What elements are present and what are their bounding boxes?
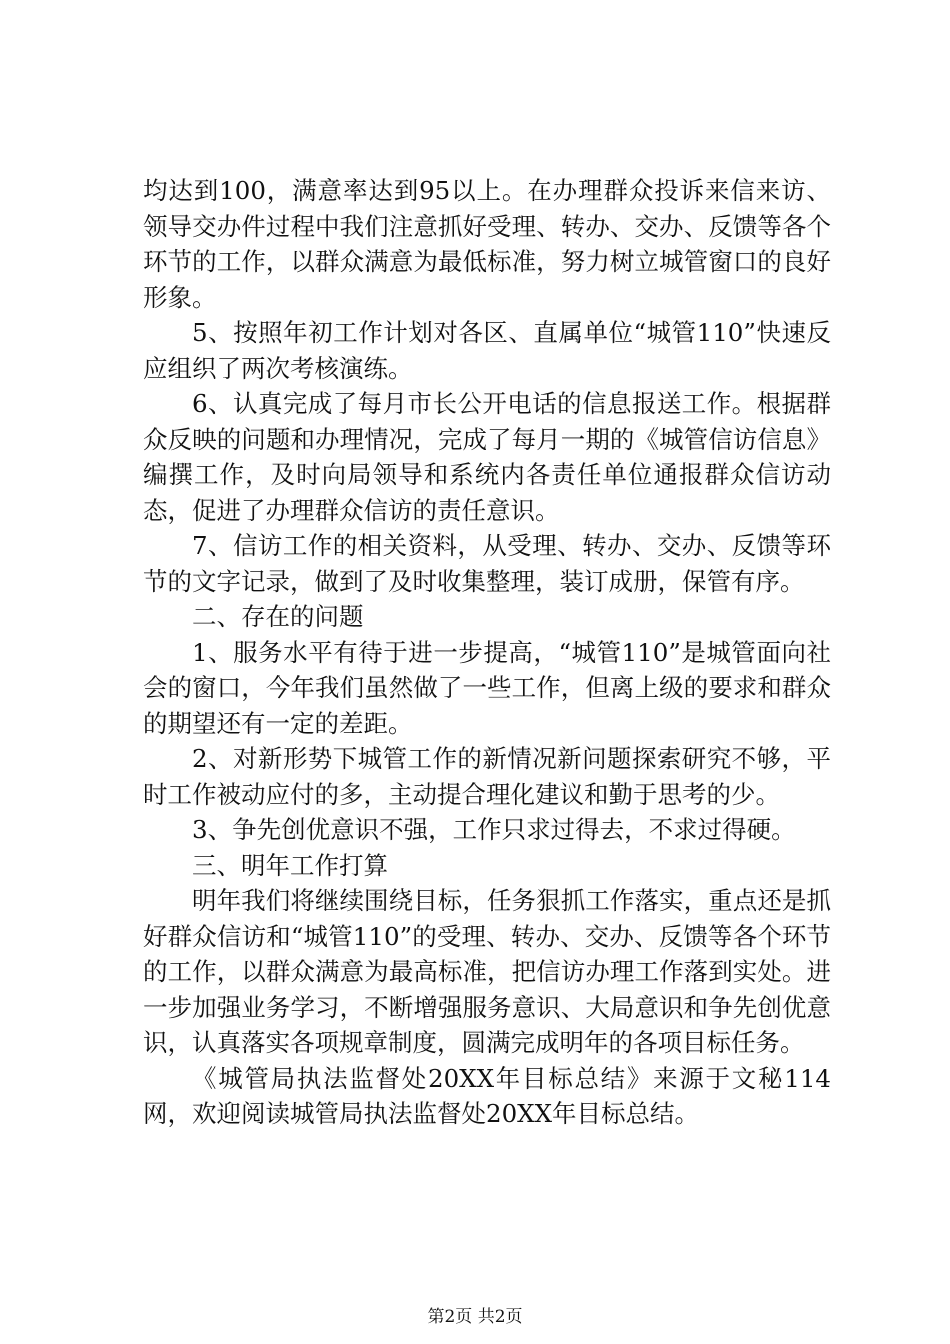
paragraph-continuation: 均达到100，满意率达到95以上。在办理群众投诉来信来访、领导交办件过程中我们注意抓好受理、转办、交办、反馈等各个环节的工作，以群众满意为最低标准，努力树立城管窗口的良好形象。 <box>143 176 831 312</box>
paragraph-problem-3: 3、争先创优意识不强，工作只求过得去，不求过得硬。 <box>192 815 796 844</box>
paragraph-item-5: 5、按照年初工作计划对各区、直属单位“城管110”快速反应组织了两次考核演练。 <box>143 318 831 383</box>
section-heading-next-year: 三、明年工作打算 <box>192 850 388 880</box>
paragraph-source-note: 《城管局执法监督处20XX年目标总结》来源于文秘114网，欢迎阅读城管局执法监督处20XX年目标总结。 <box>143 1063 831 1128</box>
paragraph-item-7: 7、信访工作的相关资料，从受理、转办、交办、反馈等环节的文字记录，做到了及时收集整理，装订成册，保管有序。 <box>143 531 831 596</box>
document-body <box>143 173 831 1132</box>
paragraph-problem-1: 1、服务水平有待于进一步提高，“城管110”是城管面向社会的窗口，今年我们虽然做了一些工作，但离上级的要求和群众的期望还有一定的差距。 <box>143 637 831 738</box>
page-number-footer: 第2页 共2页 <box>427 1307 523 1327</box>
section-heading-problems: 二、存在的问题 <box>192 602 364 631</box>
paragraph-item-6: 6、认真完成了每月市长公开电话的信息报送工作。根据群众反映的问题和办理情况，完成了每月一期的《城管信访信息》编撰工作，及时向局领导和系统内各责任单位通报群众信访动态，促进了办理群众信访的责任意识。 <box>143 389 831 525</box>
paragraph-next-year-plan: 明年我们将继续围绕目标，任务狠抓工作落实，重点还是抓好群众信访和“城管110”的受理、转办、交办、反馈等各个环节的工作，以群众满意为最高标准，把信访办理工作落到实处。进一步加强业务学习，不断增强服务意识、大局意识和争先创优意识，认真落实各项规章制度，圆满完成明年的各项目标任务。 <box>143 886 831 1057</box>
paragraph-problem-2: 2、对新形势下城管工作的新情况新问题探索研究不够，平时工作被动应付的多，主动提合理化建议和勤于思考的少。 <box>143 744 831 809</box>
